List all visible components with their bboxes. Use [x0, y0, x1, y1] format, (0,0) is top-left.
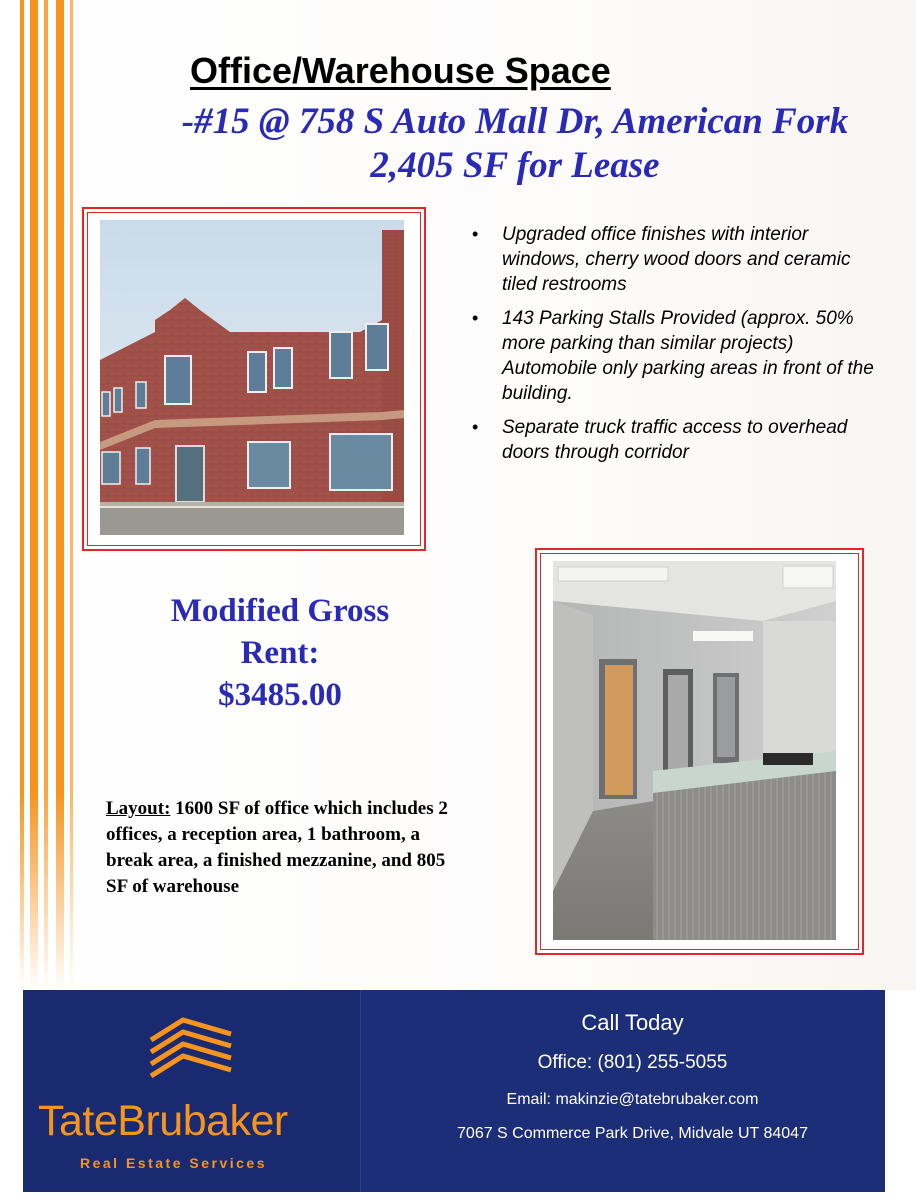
- feature-item: • 143 Parking Stalls Provided (approx. 50% more parking than similar projects) Automobile only parking areas in front of the building.: [468, 306, 888, 406]
- interior-office-photo: [553, 561, 836, 940]
- orange-stripes-decoration: [0, 0, 75, 990]
- stripe: [56, 0, 64, 990]
- footer-divider: [360, 990, 361, 1192]
- brand-tagline: Real Estate Services: [80, 1155, 267, 1171]
- layout-text: 1600 SF of office which includes 2 offices, a reception area, 1 bathroom, a break area, a finished mezzanine, and 805 SF of warehouse: [106, 798, 448, 897]
- stripe: [70, 0, 73, 990]
- office-phone[interactable]: Office: (801) 255-5055: [537, 1052, 728, 1073]
- stripe: [44, 0, 48, 990]
- stripe: [30, 0, 38, 990]
- feature-item: • Separate truck traffic access to overhead doors through corridor: [468, 415, 888, 465]
- stripe: [20, 0, 24, 990]
- tatebrubaker-logo-icon: [143, 1010, 238, 1085]
- contact-email[interactable]: Email: makinzie@tatebrubaker.com: [506, 1091, 759, 1108]
- rent-amount: $3485.00: [218, 677, 342, 713]
- listing-address: -#15 @ 758 S Auto Mall Dr, American Fork: [181, 101, 849, 142]
- layout-description: [106, 796, 466, 900]
- layout-label: Layout:: [106, 798, 171, 819]
- feature-list: [468, 222, 888, 474]
- rent-label-line2: Rent:: [240, 635, 320, 671]
- feature-item: • Upgraded office finishes with interior windows, cherry wood doors and ceramic tiled restrooms: [468, 222, 888, 297]
- rent-label-line1: Modified Gross: [170, 593, 390, 629]
- call-today-heading: Call Today: [581, 1010, 684, 1035]
- listing-size: 2,405 SF for Lease: [370, 145, 660, 186]
- listing-subtitle: [150, 100, 880, 188]
- brand-logo-text: TateBrubaker: [38, 1097, 288, 1145]
- building-exterior-photo: [100, 220, 404, 535]
- page-title: Office/Warehouse Space: [190, 50, 611, 91]
- rent-block: [130, 590, 430, 716]
- office-address: 7067 S Commerce Park Drive, Midvale UT 84047: [457, 1125, 808, 1142]
